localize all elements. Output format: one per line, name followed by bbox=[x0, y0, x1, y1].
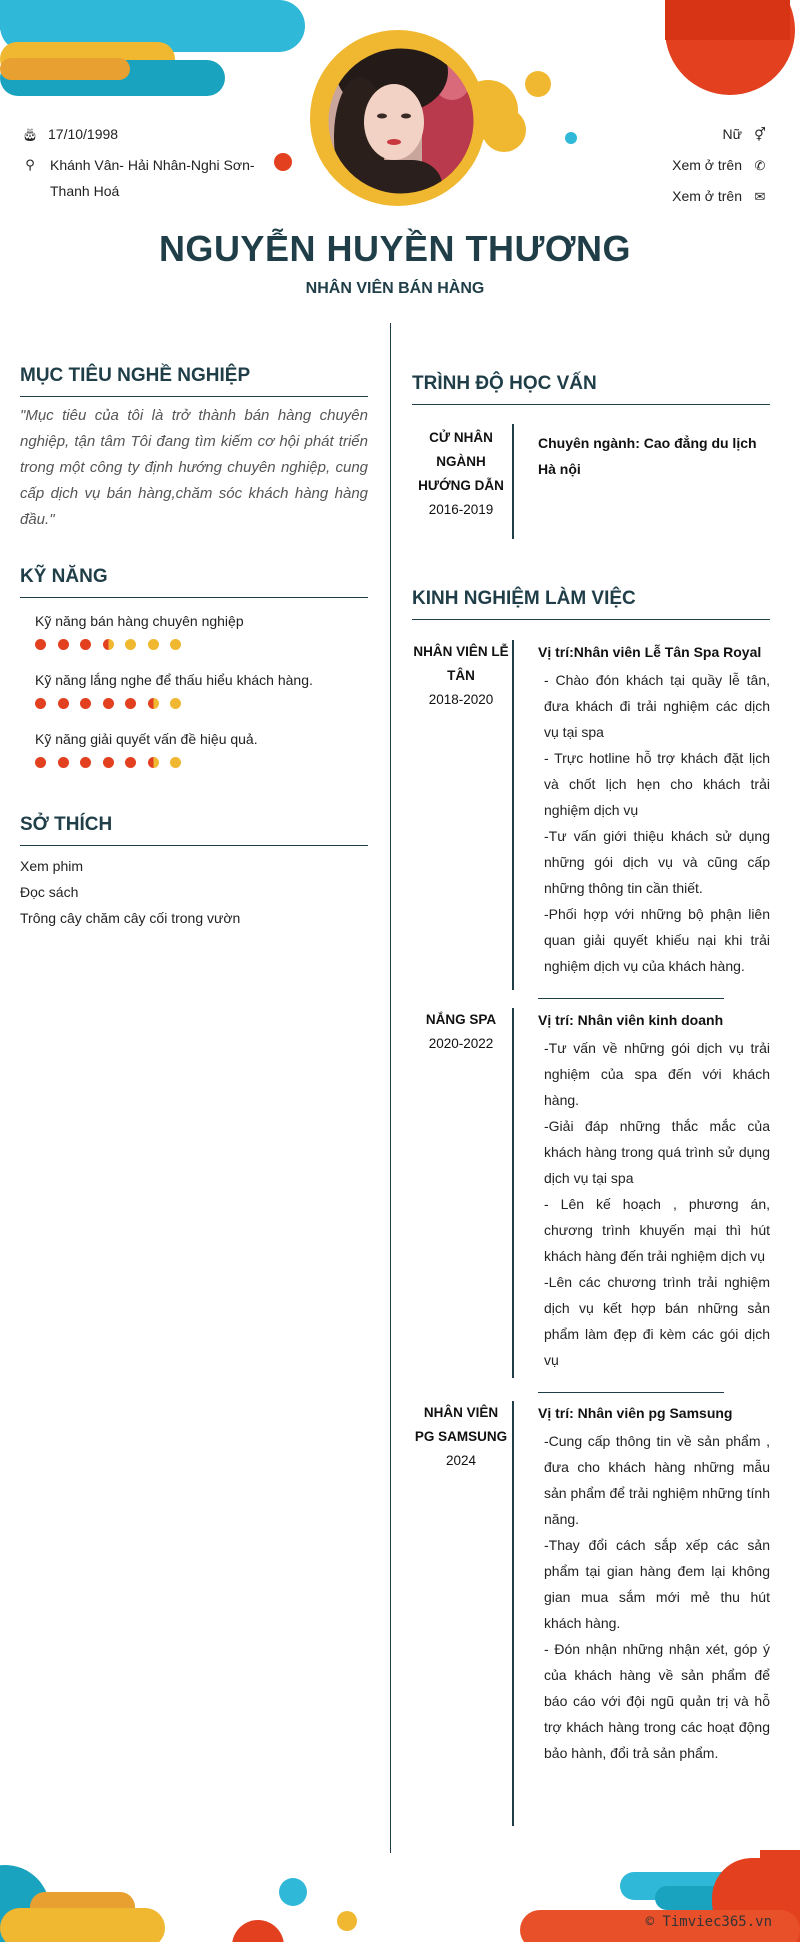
location-pin-icon: ⚲ bbox=[25, 157, 35, 172]
education-timeline bbox=[512, 424, 514, 539]
birthday-text: 17/10/1998 bbox=[48, 126, 119, 142]
education-years: 2016-2019 bbox=[428, 502, 494, 517]
org-line: TÂN bbox=[447, 668, 475, 683]
education-rule bbox=[412, 404, 770, 405]
org-line: NẮNG SPA bbox=[425, 1012, 497, 1027]
skill-name: Kỹ năng bán hàng chuyên nghiệp bbox=[35, 613, 244, 629]
rating-dot bbox=[80, 698, 91, 709]
detail-item: - Đón nhận những nhận xét, góp ý của khách hàng về sản phẩm để báo cáo với đội ngũ quản trị và hỗ trợ khách hàng trong các hoạt động bảo hành, đổi trả sản phẩm. bbox=[544, 1641, 770, 1761]
rating-dot bbox=[80, 639, 91, 650]
detail-item: -Thay đổi cách sắp xếp các sản phẩm tại gian hàng đem lại không gian mua sắm mới mẻ thu hút khách hàng. bbox=[544, 1537, 770, 1631]
experience-timeline bbox=[512, 640, 514, 990]
detail-item: -Lên các chương trình trải nghiệm dịch vụ kết hợp bán những sản phẩm làm đẹp đi kèm các gói dịch vụ bbox=[544, 1274, 770, 1368]
objective-rule bbox=[20, 396, 368, 397]
rating-dot bbox=[125, 639, 136, 650]
entry-separator bbox=[538, 1392, 724, 1393]
cake-icon: 🎂︎ bbox=[21, 127, 39, 142]
experience-rule bbox=[412, 619, 770, 620]
experience-org bbox=[413, 1008, 509, 1056]
detail-item: - Trực hotline hỗ trợ khách đặt lịch và chốt lịch hẹn cho khách trải nghiệm dịch vụ bbox=[544, 750, 770, 818]
rating-dot bbox=[58, 698, 69, 709]
detail-item: -Tư vấn giới thiệu khách sử dụng những gói dịch vụ và cũng cấp những thông tin cần thiết. bbox=[544, 828, 770, 896]
rating-dot bbox=[170, 639, 181, 650]
detail-item: -Cung cấp thông tin về sản phẩm , đưa cho khách hàng những mẫu sản phẩm để trải nghiệm những tính năng. bbox=[544, 1433, 770, 1527]
rating-dot bbox=[35, 757, 46, 768]
job-title: NHÂN VIÊN BÁN HÀNG bbox=[305, 280, 485, 297]
experience-org bbox=[413, 640, 509, 712]
email-text: Xem ở trên bbox=[672, 188, 742, 204]
experience-position: Vị trí: Nhân viên pg Samsung bbox=[538, 1405, 733, 1421]
experience-details bbox=[544, 1035, 770, 1373]
skill-name: Kỹ năng giải quyết vấn đề hiệu quả. bbox=[35, 731, 258, 747]
rating-dot bbox=[58, 639, 69, 650]
experience-years: 2018-2020 bbox=[428, 692, 494, 707]
objective-text: "Mục tiêu của tôi là trở thành bán hàng chuyên nghiệp, tận tâm Tôi đang tìm kiếm cơ hội phát triển trong một công ty định hướng chuyên nghiệp, cung cấp dịch vụ bán hàng,chăm sóc khách hàng hàng đầu." bbox=[20, 407, 368, 528]
gender-icon: ⚥ bbox=[754, 127, 766, 142]
gender-text: Nữ bbox=[722, 126, 742, 142]
detail-item: -Tư vấn về những gói dịch vụ trải nghiệm của spa đến với khách hàng. bbox=[544, 1040, 770, 1108]
phone-icon: ✆ bbox=[754, 158, 766, 173]
detail-item: -Phối hợp với những bộ phận liên quan giải quyết khiếu nại khi trải nghiệm dịch vụ của khách hàng. bbox=[544, 906, 770, 974]
experience-org bbox=[413, 1401, 509, 1473]
experience-years: 2020-2022 bbox=[428, 1036, 494, 1051]
email-row bbox=[672, 183, 770, 210]
rating-dot bbox=[58, 757, 69, 768]
education-degree bbox=[413, 426, 509, 522]
rating-dot bbox=[148, 698, 159, 709]
org-line: PG SAMSUNG bbox=[414, 1429, 508, 1444]
skill-name: Kỹ năng lắng nghe để thấu hiểu khách hàng. bbox=[35, 672, 313, 688]
rating-dot bbox=[80, 757, 91, 768]
degree-line: CỬ NHÂN bbox=[429, 430, 493, 445]
hobbies-heading: SỞ THÍCH bbox=[20, 814, 113, 835]
watermark: © Timviec365.vn bbox=[645, 1914, 772, 1930]
experience-details bbox=[544, 1428, 770, 1766]
education-heading: TRÌNH ĐỘ HỌC VẤN bbox=[412, 373, 597, 394]
rating-dot bbox=[148, 757, 159, 768]
org-line: NHÂN VIÊN bbox=[423, 1405, 499, 1420]
phone-row bbox=[672, 152, 770, 179]
column-divider bbox=[390, 323, 391, 1853]
experience-heading: KINH NGHIỆM LÀM VIỆC bbox=[412, 588, 636, 609]
candidate-name: NGUYỄN HUYỀN THƯƠNG bbox=[158, 228, 632, 269]
gender-row bbox=[723, 121, 770, 148]
avatar bbox=[322, 42, 480, 200]
objective-heading: MỤC TIÊU NGHỀ NGHIỆP bbox=[20, 365, 251, 386]
birthday-row bbox=[20, 121, 118, 148]
skills-rule bbox=[20, 597, 368, 598]
envelope-icon: ✉ bbox=[754, 189, 766, 204]
rating-dot bbox=[103, 698, 114, 709]
hobbies-rule bbox=[20, 845, 368, 846]
experience-timeline bbox=[512, 1401, 514, 1826]
rating-dot bbox=[125, 698, 136, 709]
degree-line: HƯỚNG DẪN bbox=[418, 478, 504, 493]
address-row bbox=[20, 152, 260, 204]
detail-item: - Lên kế hoạch , phương án, chương trình khuyến mại thì hút khách hàng đến trải nghiệm dịch vụ bbox=[544, 1196, 770, 1264]
detail-item: -Giải đáp những thắc mắc của khách hàng trong quá trình sử dụng dịch vụ tại spa bbox=[544, 1118, 770, 1186]
experience-details bbox=[544, 667, 770, 979]
rating-dot bbox=[35, 698, 46, 709]
degree-line: NGÀNH bbox=[436, 454, 486, 469]
rating-dot bbox=[103, 639, 114, 650]
hobby-item: Trông cây chăm cây cối trong vườn bbox=[20, 910, 241, 926]
experience-timeline bbox=[512, 1008, 514, 1378]
address-text: Khánh Vân- Hải Nhân-Nghi Sơn- Thanh Hoá bbox=[50, 157, 255, 199]
rating-dot bbox=[170, 698, 181, 709]
rating-dot bbox=[103, 757, 114, 768]
phone-text: Xem ở trên bbox=[672, 157, 742, 173]
experience-position: Vị trí: Nhân viên kinh doanh bbox=[538, 1012, 724, 1028]
experience-years: 2024 bbox=[445, 1453, 477, 1468]
rating-dot bbox=[148, 639, 159, 650]
rating-dot bbox=[170, 757, 181, 768]
entry-separator bbox=[538, 998, 724, 999]
education-major: Chuyên ngành: Cao đẳng du lịch Hà nội bbox=[538, 435, 757, 477]
rating-dot bbox=[35, 639, 46, 650]
detail-item: - Chào đón khách tại quầy lễ tân, đưa khách đi trải nghiệm các dịch vụ tại spa bbox=[544, 672, 770, 740]
experience-position: Vị trí:Nhân viên Lễ Tân Spa Royal bbox=[538, 644, 762, 660]
hobby-item: Đọc sách bbox=[20, 884, 79, 900]
skills-heading: KỸ NĂNG bbox=[20, 566, 108, 587]
hobby-item: Xem phim bbox=[20, 858, 84, 874]
rating-dot bbox=[125, 757, 136, 768]
org-line: NHÂN VIÊN LỄ bbox=[413, 644, 509, 659]
